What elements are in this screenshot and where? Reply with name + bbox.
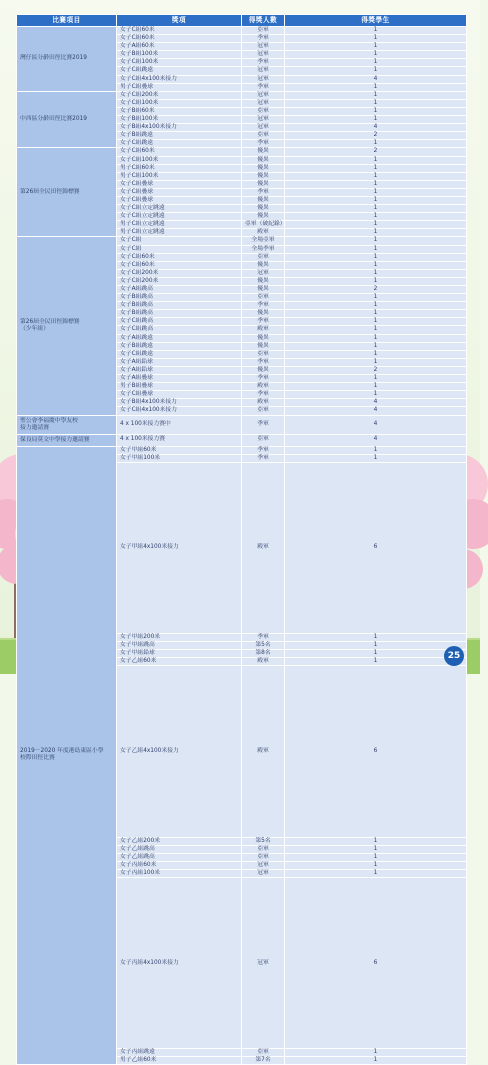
count-cell: 1 [285,196,467,204]
event-cell: 女子C組200米 [117,277,242,285]
event-cell: 女子甲組200米 [117,633,242,641]
competition-name: 中西區分齡田徑比賽2019 [17,91,117,148]
event-cell: 女子甲組4x100米接力 [117,462,242,633]
award-cell: 亞軍 [242,294,285,302]
event-cell: 女子C組 [117,245,242,253]
award-cell: 冠軍 [242,869,285,877]
count-cell: 4 [285,434,467,446]
award-cell: 第7名 [242,1057,285,1065]
award-cell: 季軍 [242,318,285,326]
header-competition: 比賽項目 [17,15,117,27]
count-cell: 1 [285,326,467,334]
event-cell: 女子C組60米 [117,148,242,156]
awards-table-container [16,14,466,1065]
award-cell: 優異 [242,156,285,164]
event-cell: 男子C組立定跳遠 [117,229,242,237]
award-cell: 冠軍 [242,878,285,1049]
count-cell: 1 [285,156,467,164]
count-cell: 6 [285,462,467,633]
event-cell: 女子B組跳高 [117,302,242,310]
event-cell: 女子C組60米 [117,27,242,35]
count-cell: 1 [285,375,467,383]
count-cell: 1 [285,342,467,350]
count-cell: 1 [285,269,467,277]
event-cell: 女子甲組跳高 [117,642,242,650]
count-cell: 1 [285,27,467,35]
table-row [17,27,467,35]
award-cell: 季軍 [242,391,285,399]
count-cell: 1 [285,99,467,107]
event-cell: 女子C組60米 [117,261,242,269]
event-cell: 女子C組跳高 [117,318,242,326]
event-cell: 男子C組100米 [117,172,242,180]
count-cell: 1 [285,253,467,261]
award-cell: 第5名 [242,642,285,650]
award-cell: 冠軍 [242,91,285,99]
count-cell: 1 [285,213,467,221]
event-cell: 男子乙組60米 [117,1057,242,1065]
count-cell: 1 [285,358,467,366]
count-cell: 1 [285,302,467,310]
event-cell: 男子C組疊球 [117,83,242,91]
event-cell: 男子B組疊球 [117,383,242,391]
count-cell: 1 [285,350,467,358]
count-cell: 1 [285,853,467,861]
count-cell: 1 [285,140,467,148]
award-cell: 亞軍 [242,132,285,140]
award-cell: 季軍 [242,59,285,67]
count-cell: 1 [285,845,467,853]
count-cell: 6 [285,666,467,837]
count-cell: 2 [285,366,467,374]
award-cell: 冠軍 [242,269,285,277]
award-cell: 優異 [242,286,285,294]
count-cell: 1 [285,861,467,869]
event-cell: 女子B組100米 [117,116,242,124]
count-cell: 1 [285,310,467,318]
event-cell: 女子A組鉛球 [117,358,242,366]
event-cell: 4 x 100米接力賽 [117,434,242,446]
award-cell: 優異 [242,180,285,188]
count-cell: 4 [285,75,467,83]
competition-name: 聖公會李福慶中學友校 接力邀請賽 [17,415,117,434]
count-cell: 1 [285,91,467,99]
table-row [17,434,467,446]
count-cell: 1 [285,1057,467,1065]
table-row [17,446,467,454]
event-cell: 女子乙組跳高 [117,853,242,861]
count-cell: 1 [285,334,467,342]
count-cell: 1 [285,83,467,91]
award-cell: 冠軍 [242,67,285,75]
award-cell: 亞軍 [242,1049,285,1057]
event-cell: 女子B組4x100米接力 [117,124,242,132]
event-cell: 4 x 100米接力賽中 [117,415,242,434]
table-row [17,148,467,156]
event-cell: 女子C組疊球 [117,188,242,196]
award-cell: 冠軍 [242,861,285,869]
event-cell: 女子乙組4x100米接力 [117,666,242,837]
count-cell: 1 [285,116,467,124]
award-cell: 冠軍 [242,51,285,59]
count-cell: 1 [285,869,467,877]
page-number: 25 [444,646,464,666]
count-cell: 1 [285,237,467,245]
count-cell: 2 [285,148,467,156]
event-cell: 女子A組疊球 [117,375,242,383]
count-cell: 1 [285,229,467,237]
table-row [17,415,467,434]
event-cell: 女子丙組100米 [117,869,242,877]
award-cell: 優異 [242,205,285,213]
competition-name: 保良局莫文中學接力邀請賽 [17,434,117,446]
count-cell: 1 [285,658,467,666]
event-cell: 女子丙組4x100米接力 [117,878,242,1049]
event-cell: 女子丙組60米 [117,861,242,869]
event-cell: 男子C組立定跳遠 [117,221,242,229]
event-cell: 女子甲組100米 [117,454,242,462]
award-cell: 殿軍 [242,666,285,837]
count-cell: 1 [285,35,467,43]
event-cell: 女子B組4x100米接力 [117,399,242,407]
competition-name: 第26屆全民田徑錦標賽 [17,148,117,237]
event-cell: 女子C組60米 [117,253,242,261]
event-cell: 女子C組4x100米接力 [117,75,242,83]
award-cell: 冠軍 [242,99,285,107]
count-cell: 1 [285,391,467,399]
count-cell: 1 [285,43,467,51]
award-cell: 亞軍 [242,853,285,861]
award-cell: 殿軍 [242,658,285,666]
event-cell: 女子C組 [117,237,242,245]
table-header-row [17,15,467,27]
award-cell: 優異 [242,213,285,221]
event-cell: 女子A組鉛球 [117,366,242,374]
table-row [17,237,467,245]
award-cell: 優異 [242,277,285,285]
award-cell: 優異 [242,261,285,269]
count-cell: 1 [285,107,467,115]
count-cell: 1 [285,261,467,269]
award-cell: 優異 [242,334,285,342]
count-cell: 1 [285,837,467,845]
award-cell: 亞軍 [242,107,285,115]
award-cell: 優異 [242,366,285,374]
count-cell: 1 [285,446,467,454]
award-cell: 亞軍（破紀錄） [242,221,285,229]
event-cell: 女子乙組跳高 [117,845,242,853]
event-cell: 女子乙組60米 [117,658,242,666]
count-cell: 1 [285,245,467,253]
award-cell: 殿軍 [242,399,285,407]
count-cell: 1 [285,51,467,59]
count-cell: 2 [285,132,467,140]
event-cell: 女子甲組60米 [117,446,242,454]
award-cell: 優異 [242,196,285,204]
count-cell: 4 [285,399,467,407]
award-cell: 季軍 [242,188,285,196]
count-cell: 1 [285,180,467,188]
award-cell: 優異 [242,148,285,156]
award-cell: 優異 [242,342,285,350]
count-cell: 4 [285,407,467,415]
count-cell: 1 [285,650,467,658]
award-cell: 季軍 [242,454,285,462]
event-cell: 女子C組100米 [117,59,242,67]
event-cell: 女子C組跳高 [117,326,242,334]
count-cell: 2 [285,286,467,294]
event-cell: 女子B組100米 [117,51,242,59]
event-cell: 女子C組跳遠 [117,67,242,75]
award-cell: 殿軍 [242,462,285,633]
award-cell: 冠軍 [242,75,285,83]
count-cell: 1 [285,59,467,67]
event-cell: 女子C組200米 [117,91,242,99]
competition-name: 第26屆全民田徑錦標賽 （少年組） [17,237,117,415]
table-row [17,91,467,99]
count-cell: 1 [285,294,467,302]
award-cell: 亞軍 [242,845,285,853]
award-cell: 亞軍 [242,253,285,261]
award-cell: 全場亞軍 [242,237,285,245]
event-cell: 女子C組60米 [117,35,242,43]
event-cell: 男子C組60米 [117,164,242,172]
event-cell: 女子C組立定跳遠 [117,213,242,221]
count-cell: 4 [285,124,467,132]
award-cell: 亞軍 [242,350,285,358]
event-cell: 女子B組跳高 [117,294,242,302]
count-cell: 1 [285,642,467,650]
competition-name: 2019－2020 年度港島東區小學 校際田徑比賽 [17,446,117,1065]
event-cell: 女子A組60米 [117,43,242,51]
award-cell: 殿軍 [242,383,285,391]
count-cell: 1 [285,454,467,462]
count-cell: 4 [285,415,467,434]
header-students: 得獎學生 [285,15,467,27]
count-cell: 1 [285,633,467,641]
count-cell: 1 [285,1049,467,1057]
award-cell: 全場季軍 [242,245,285,253]
event-cell: 女子C組立定跳遠 [117,205,242,213]
header-award-event: 獎項 [117,15,242,27]
event-cell: 女子B組跳高 [117,310,242,318]
event-cell: 女子A組跳高 [117,286,242,294]
event-cell: 女子A組跳遠 [117,334,242,342]
count-cell: 1 [285,67,467,75]
award-cell: 優異 [242,164,285,172]
award-cell: 殿軍 [242,229,285,237]
award-cell: 季軍 [242,415,285,434]
award-cell: 季軍 [242,140,285,148]
event-cell: 女子乙組200米 [117,837,242,845]
award-cell: 優異 [242,172,285,180]
award-cell: 季軍 [242,633,285,641]
award-cell: 亞軍 [242,434,285,446]
event-cell: 女子B組跳遠 [117,132,242,140]
count-cell: 1 [285,205,467,213]
event-cell: 女子丙組跳遠 [117,1049,242,1057]
event-cell: 女子B組60米 [117,107,242,115]
event-cell: 女子C組疊球 [117,391,242,399]
count-cell: 1 [285,383,467,391]
event-cell: 女子B組跳遠 [117,342,242,350]
event-cell: 女子C組跳遠 [117,350,242,358]
table-body [17,27,467,1065]
count-cell: 1 [285,164,467,172]
event-cell: 女子C組100米 [117,99,242,107]
competition-name: 灣仔區分齡田徑比賽2019 [17,27,117,92]
event-cell: 女子C組4x100米接力 [117,407,242,415]
event-cell: 女子C組疊球 [117,180,242,188]
award-cell: 亞軍 [242,27,285,35]
event-cell: 女子C組200米 [117,269,242,277]
award-cell: 冠軍 [242,124,285,132]
award-cell: 季軍 [242,446,285,454]
award-cell: 季軍 [242,302,285,310]
awards-table [16,14,467,1065]
count-cell: 1 [285,172,467,180]
award-cell: 冠軍 [242,116,285,124]
award-cell: 季軍 [242,83,285,91]
count-cell: 1 [285,318,467,326]
count-cell: 6 [285,878,467,1049]
award-cell: 季軍 [242,358,285,366]
award-cell: 第8名 [242,650,285,658]
event-cell: 女子C組跳遠 [117,140,242,148]
event-cell: 女子C組100米 [117,156,242,164]
award-cell: 亞軍 [242,407,285,415]
event-cell: 女子甲組鉛球 [117,650,242,658]
count-cell: 1 [285,188,467,196]
award-cell: 冠軍 [242,43,285,51]
award-cell: 殿軍 [242,326,285,334]
award-cell: 季軍 [242,35,285,43]
count-cell: 1 [285,221,467,229]
event-cell: 女子C組疊球 [117,196,242,204]
award-cell: 優異 [242,310,285,318]
count-cell: 1 [285,277,467,285]
header-count: 得獎人數 [242,15,285,27]
award-cell: 季軍 [242,375,285,383]
award-cell: 第5名 [242,837,285,845]
